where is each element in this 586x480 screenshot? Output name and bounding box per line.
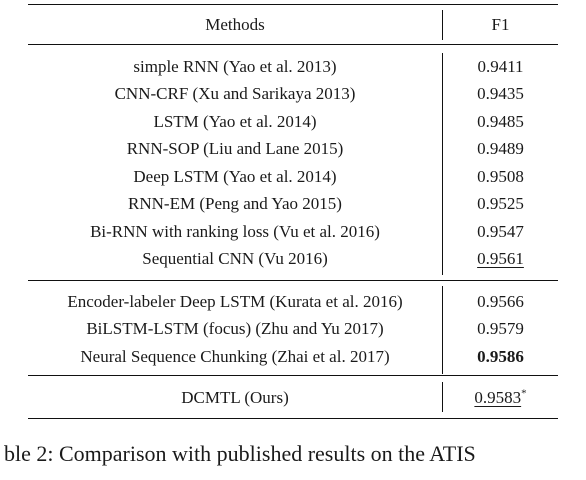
bottom-rule: [28, 418, 558, 419]
f1-cell: 0.9485: [477, 112, 524, 131]
table-row: [28, 245, 558, 272]
method-cell: BiLSTM-LSTM (focus) (Zhu and Yu 2017): [86, 319, 384, 338]
method-cell: simple RNN (Yao et al. 2013): [133, 57, 337, 76]
f1-cell: 0.9435: [477, 84, 524, 103]
f1-cell: 0.9579: [477, 319, 524, 338]
ours-f1-value: 0.9583: [474, 388, 522, 407]
table-row: [28, 53, 558, 80]
method-cell: RNN-SOP (Liu and Lane 2015): [126, 139, 344, 158]
table-row: [28, 108, 558, 135]
table-row: [28, 163, 558, 190]
method-cell: Encoder-labeler Deep LSTM (Kurata et al. 2016): [67, 292, 403, 311]
header-rule: [28, 44, 558, 45]
ours-row: [28, 384, 558, 411]
f1-cell: 0.9411: [477, 57, 524, 76]
f1-cell: 0.9489: [477, 139, 524, 158]
table-caption: ble 2: Comparison with published results on the ATIS: [4, 441, 476, 466]
significance-mark: *: [521, 387, 527, 400]
header-row: [28, 11, 558, 38]
table-row: [28, 343, 558, 370]
f1-cell-ours: [443, 384, 558, 411]
table-row: [28, 218, 558, 245]
table-row: [28, 135, 558, 162]
method-cell: Bi-RNN with ranking loss (Vu et al. 2016): [90, 222, 380, 241]
f1-cell-bold: 0.9586: [477, 347, 524, 366]
f1-cell: 0.9525: [477, 194, 524, 213]
table-row: [28, 190, 558, 217]
table-row: [28, 315, 558, 342]
table-row: [28, 80, 558, 107]
f1-cell: 0.9547: [477, 222, 524, 241]
method-cell: Sequential CNN (Vu 2016): [142, 249, 328, 268]
method-cell: Deep LSTM (Yao et al. 2014): [133, 167, 337, 186]
method-cell: RNN-EM (Peng and Yao 2015): [128, 194, 342, 213]
method-cell: LSTM (Yao et al. 2014): [153, 112, 317, 131]
ours-separator-rule: [28, 375, 558, 376]
header-methods: Methods: [205, 15, 265, 34]
f1-cell-underlined: 0.9561: [477, 249, 524, 268]
method-cell: CNN-CRF (Xu and Sarikaya 2013): [114, 84, 356, 103]
method-cell: DCMTL (Ours): [181, 388, 289, 407]
f1-cell: 0.9508: [477, 167, 524, 186]
top-rule: [28, 4, 558, 5]
group-separator-rule: [28, 280, 558, 281]
method-cell: Neural Sequence Chunking (Zhai et al. 2017): [80, 347, 390, 366]
header-f1: F1: [491, 15, 510, 34]
table-row: [28, 288, 558, 315]
f1-cell: 0.9566: [477, 292, 524, 311]
header-divider: [442, 10, 443, 40]
